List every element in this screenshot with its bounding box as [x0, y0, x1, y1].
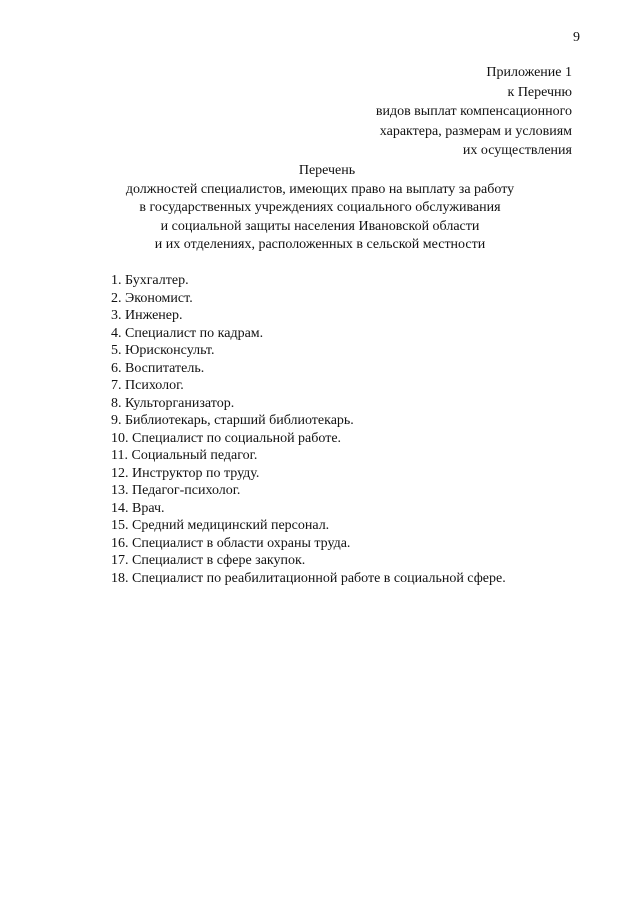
appendix-line: к Перечню — [507, 84, 572, 100]
list-item: 17. Специалист в сфере закупок. — [111, 553, 306, 568]
appendix-line: их осуществления — [462, 143, 572, 158]
list-item: 1. Бухгалтер. — [111, 273, 189, 288]
document-title — [0, 162, 640, 255]
list-item: 13. Педагог-психолог. — [111, 483, 241, 498]
list-item: 8. Культорганизатор. — [111, 395, 235, 411]
list-item: 16. Специалист в области охраны труда. — [111, 535, 351, 551]
list-item: 2. Экономист. — [111, 290, 193, 306]
appendix-line: видов выплат компенсационного — [375, 104, 572, 119]
title-line: и их отделениях, расположенных в сельской местности — [154, 237, 486, 253]
list-item: 3. Инженер. — [111, 308, 183, 323]
title-line: и социальной защиты населения Ивановской области — [160, 218, 480, 234]
list-item: 6. Воспитатель. — [111, 360, 205, 376]
appendix-line: характера, размерам и условиям — [379, 123, 572, 139]
title-heading: Перечень — [298, 163, 356, 178]
list-item: 5. Юрисконсульт. — [111, 343, 215, 358]
list-item: 12. Инструктор по труду. — [111, 465, 260, 481]
list-item: 11. Социальный педагог. — [111, 448, 258, 463]
page-number: 9 — [573, 30, 580, 45]
list-item: 9. Библиотекарь, старший библиотекарь. — [111, 413, 354, 428]
list-item: 4. Специалист по кадрам. — [111, 325, 264, 341]
list-item: 15. Средний медицинский персонал. — [111, 518, 330, 533]
appendix-reference — [376, 63, 572, 161]
positions-list — [111, 272, 506, 587]
list-item: 14. Врач. — [111, 500, 165, 516]
title-line: в государственных учреждениях социального обслуживания — [139, 200, 501, 216]
appendix-line: Приложение 1 — [486, 65, 572, 80]
list-item: 7. Психолог. — [111, 378, 184, 393]
title-line: должностей специалистов, имеющих право на выплату за работу — [125, 181, 515, 197]
list-item: 10. Специалист по социальной работе. — [111, 430, 342, 446]
list-item: 18. Специалист по реабилитационной работе в социальной сфере. — [111, 570, 506, 586]
